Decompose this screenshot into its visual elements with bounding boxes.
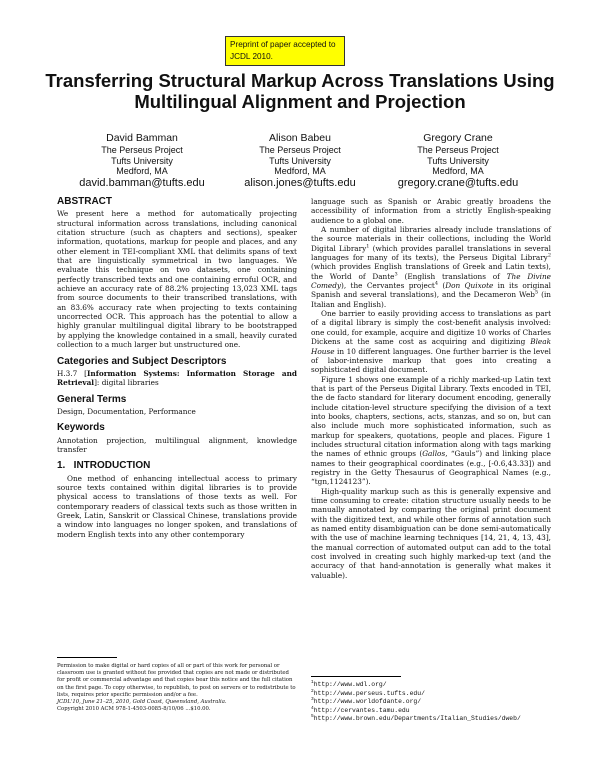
preprint-note: Preprint of paper accepted to JCDL 2010. bbox=[225, 36, 345, 66]
footnote-link[interactable]: http://www.worldofdante.org/ bbox=[313, 698, 422, 706]
author-name: Alison Babeu bbox=[269, 132, 331, 144]
author-email[interactable]: gregory.crane@tufts.edu bbox=[397, 176, 519, 189]
copyright-notice bbox=[57, 663, 297, 713]
footnotes bbox=[311, 681, 551, 724]
left-column bbox=[57, 197, 297, 539]
paragraph: A number of digital libraries already include translations of the source materials in their collections, including the World Digital Library$^1$ (which provides parallel translations in several languages for many of its texts), the Perseus Digital Library$^2$ (which provides English translations of Greek and Latin texts), the World of Dante$^3$ (English translations of The Divine Comedy), the Cervantes project$^4$ (Don Quixote in its original Spanish and several translations), and the Decameron Web$^5$ (in Italian and English). bbox=[311, 225, 552, 309]
introduction-paragraph: One method of enhancing intellectual access to primary source texts contained within digital libraries is to provide physical access to translations of those texts as well. For contemporary readers of classical texts such as those written in Greek, Latin, Sanskrit or Classical Chinese, translations provide a window into languages no longer spoken, and translations of modern English texts into any other contemporary bbox=[57, 473, 297, 539]
footnote-mark: 1 bbox=[366, 243, 370, 250]
footnote: $^5$http://www.brown.edu/Departments/Italian_Studies/dweb/ bbox=[311, 714, 521, 723]
author-university: Tufts University bbox=[111, 155, 173, 166]
abstract-heading: ABSTRACT bbox=[57, 196, 112, 207]
author-location: Medford, MA bbox=[116, 166, 168, 176]
paragraph: High-quality markup such as this is generally expensive and time consuming to create: citation structure usually needs to be manually annotated by comparing the original print document with the digitized text, and while other forms of annotation such as named entity disambiguation can be done semi-automatically with the use of machine learning techniques [14, 21, 4, 13, 43], the manual correction of automated output can add to the total cost involved in creating such highly marked-up text (and the accuracy of that hand-annotation is generally what makes it valuable). bbox=[311, 486, 551, 580]
footnote-link[interactable]: http://cervantes.tamu.edu bbox=[313, 706, 410, 714]
author-affiliation: The Perseus Project bbox=[101, 145, 183, 155]
footnote-link[interactable]: http://www.perseus.tufts.edu/ bbox=[313, 689, 425, 697]
footnote: $^3$http://www.worldofdante.org/ bbox=[311, 697, 422, 706]
author-location: Medford, MA bbox=[274, 166, 326, 176]
footnote-rule bbox=[311, 676, 401, 677]
paper-title: Transferring Structural Markup Across Translations Using Multilingual Alignment and Projection bbox=[45, 70, 555, 112]
introduction-heading: 1. INTRODUCTION bbox=[57, 460, 151, 472]
footnote-rule bbox=[57, 657, 117, 658]
abstract-text: We present here a method for automatically projecting structural information across translations, including canonical citation structure (such as chapters and sections), speaker information, quotations, markup for people and places, and any other element in TEI-compliant XML that delimits spans of text that are linguistically symmetrical in two languages. We evaluate this technique on two datasets, one containing perfectly transcribed texts and one containing erroful OCR, and achieve an accuracy rate of 88.2% projecting 13,023 XML tags from source documents to their transcribed translations, with an 83.6% accuracy rate when projecting to texts containing uncorrected OCR. This approach has the potential to allow a highly granular multilingual digital library to be bootstrapped by applying the knowledge contained in a small, heavily curated collection to a much larger but unstructured one. bbox=[57, 209, 297, 350]
categories-heading: Categories and Subject Descriptors bbox=[57, 355, 227, 367]
general-terms-heading: General Terms bbox=[57, 393, 127, 405]
footnote: $^2$http://www.perseus.tufts.edu/ bbox=[311, 688, 425, 697]
author-block bbox=[220, 132, 380, 190]
author-name: Gregory Crane bbox=[423, 132, 493, 144]
footnote: $^1$http://www.wdl.org/ bbox=[311, 679, 387, 688]
footnote-mark: 5 bbox=[534, 290, 539, 297]
paragraph: language such as Spanish or Arabic greatly broadens the accessibility of information from a strictly English-speaking audience to a global one. bbox=[311, 197, 551, 225]
paragraph: Figure 1 shows one example of a richly marked-up Latin text that is part of the Perseus Digital Library. Texts encoded in TEI, the de facto standard for literary document encoding, generally include citation-level structure specifying the division of a text into books, chapters, sections, acts, stanzas, and so on, but can also include much more sophisticated information, such as markup for speakers, quotations, people and places. Figure 1 includes structural citation information along with tags marking the names of ethnic groups (Gallos, “Gauls”) and linking place names to their geographical coordinates (e.g., [-0.6,43.33]) and registry in the Getty Thesaurus of Geographical Names (e.g., “tgn,1124123”). bbox=[311, 374, 551, 487]
footnote-mark: 2 bbox=[547, 252, 551, 259]
author-university: Tufts University bbox=[427, 155, 489, 166]
keywords-text: Annotation projection, multilingual alignment, knowledge transfer bbox=[57, 435, 297, 454]
keywords-heading: Keywords bbox=[57, 422, 105, 434]
author-email[interactable]: alison.jones@tufts.edu bbox=[244, 176, 356, 189]
footnote-link[interactable]: http://www.brown.edu/Departments/Italian_Studies/dweb/ bbox=[313, 715, 521, 723]
author-affiliation: The Perseus Project bbox=[417, 145, 499, 155]
permission-text: Permission to make digital or hard copies of all or part of this work for personal or classroom use is granted without fee provided that copies are not made or distributed for profit or commercial advantage and that copies bear this notice and the full citation on the first page. To copy otherwise, to republish, to post on servers or to redistribute to lists, requires prior specific permission and/or a fee. bbox=[57, 663, 296, 698]
copyright-line: Copyright 2010 ACM 978-1-4503-0085-8/10/06 ...$10.00. bbox=[57, 706, 211, 713]
conference-line: JCDL'10, June 21–25, 2010, Gold Coast, Queensland, Australia. bbox=[57, 699, 227, 706]
footnote-link[interactable]: http://www.wdl.org/ bbox=[313, 681, 387, 688]
categories-text: H.3.7 [Information Systems: Information Storage and Retrieval]: digital libraries bbox=[57, 368, 297, 388]
author-location: Medford, MA bbox=[432, 166, 484, 176]
footnote: $^4$http://cervantes.tamu.edu bbox=[311, 705, 410, 714]
author-university: Tufts University bbox=[269, 155, 331, 166]
right-column bbox=[311, 197, 551, 580]
author-email[interactable]: david.bamman@tufts.edu bbox=[79, 176, 205, 189]
author-name: David Bamman bbox=[106, 132, 178, 144]
general-terms-text: Design, Documentation, Performance bbox=[57, 406, 196, 416]
author-block bbox=[378, 132, 538, 190]
footnote-mark: 3 bbox=[394, 271, 398, 278]
paragraph: One barrier to easily providing access to translations as part of a digital library is simply the cost-benefit analysis involved: one could, for example, acquire and digitize 10 works of Charles Dickens at the same cost as acquiring and digitizing Bleak House in 10 different languages. One further barrier is the level of labor-intensive markup that goes into creating a sophisticated digital document. bbox=[311, 309, 551, 375]
author-affiliation: The Perseus Project bbox=[259, 145, 341, 155]
author-block bbox=[62, 132, 222, 190]
footnote-mark: 4 bbox=[434, 280, 439, 287]
